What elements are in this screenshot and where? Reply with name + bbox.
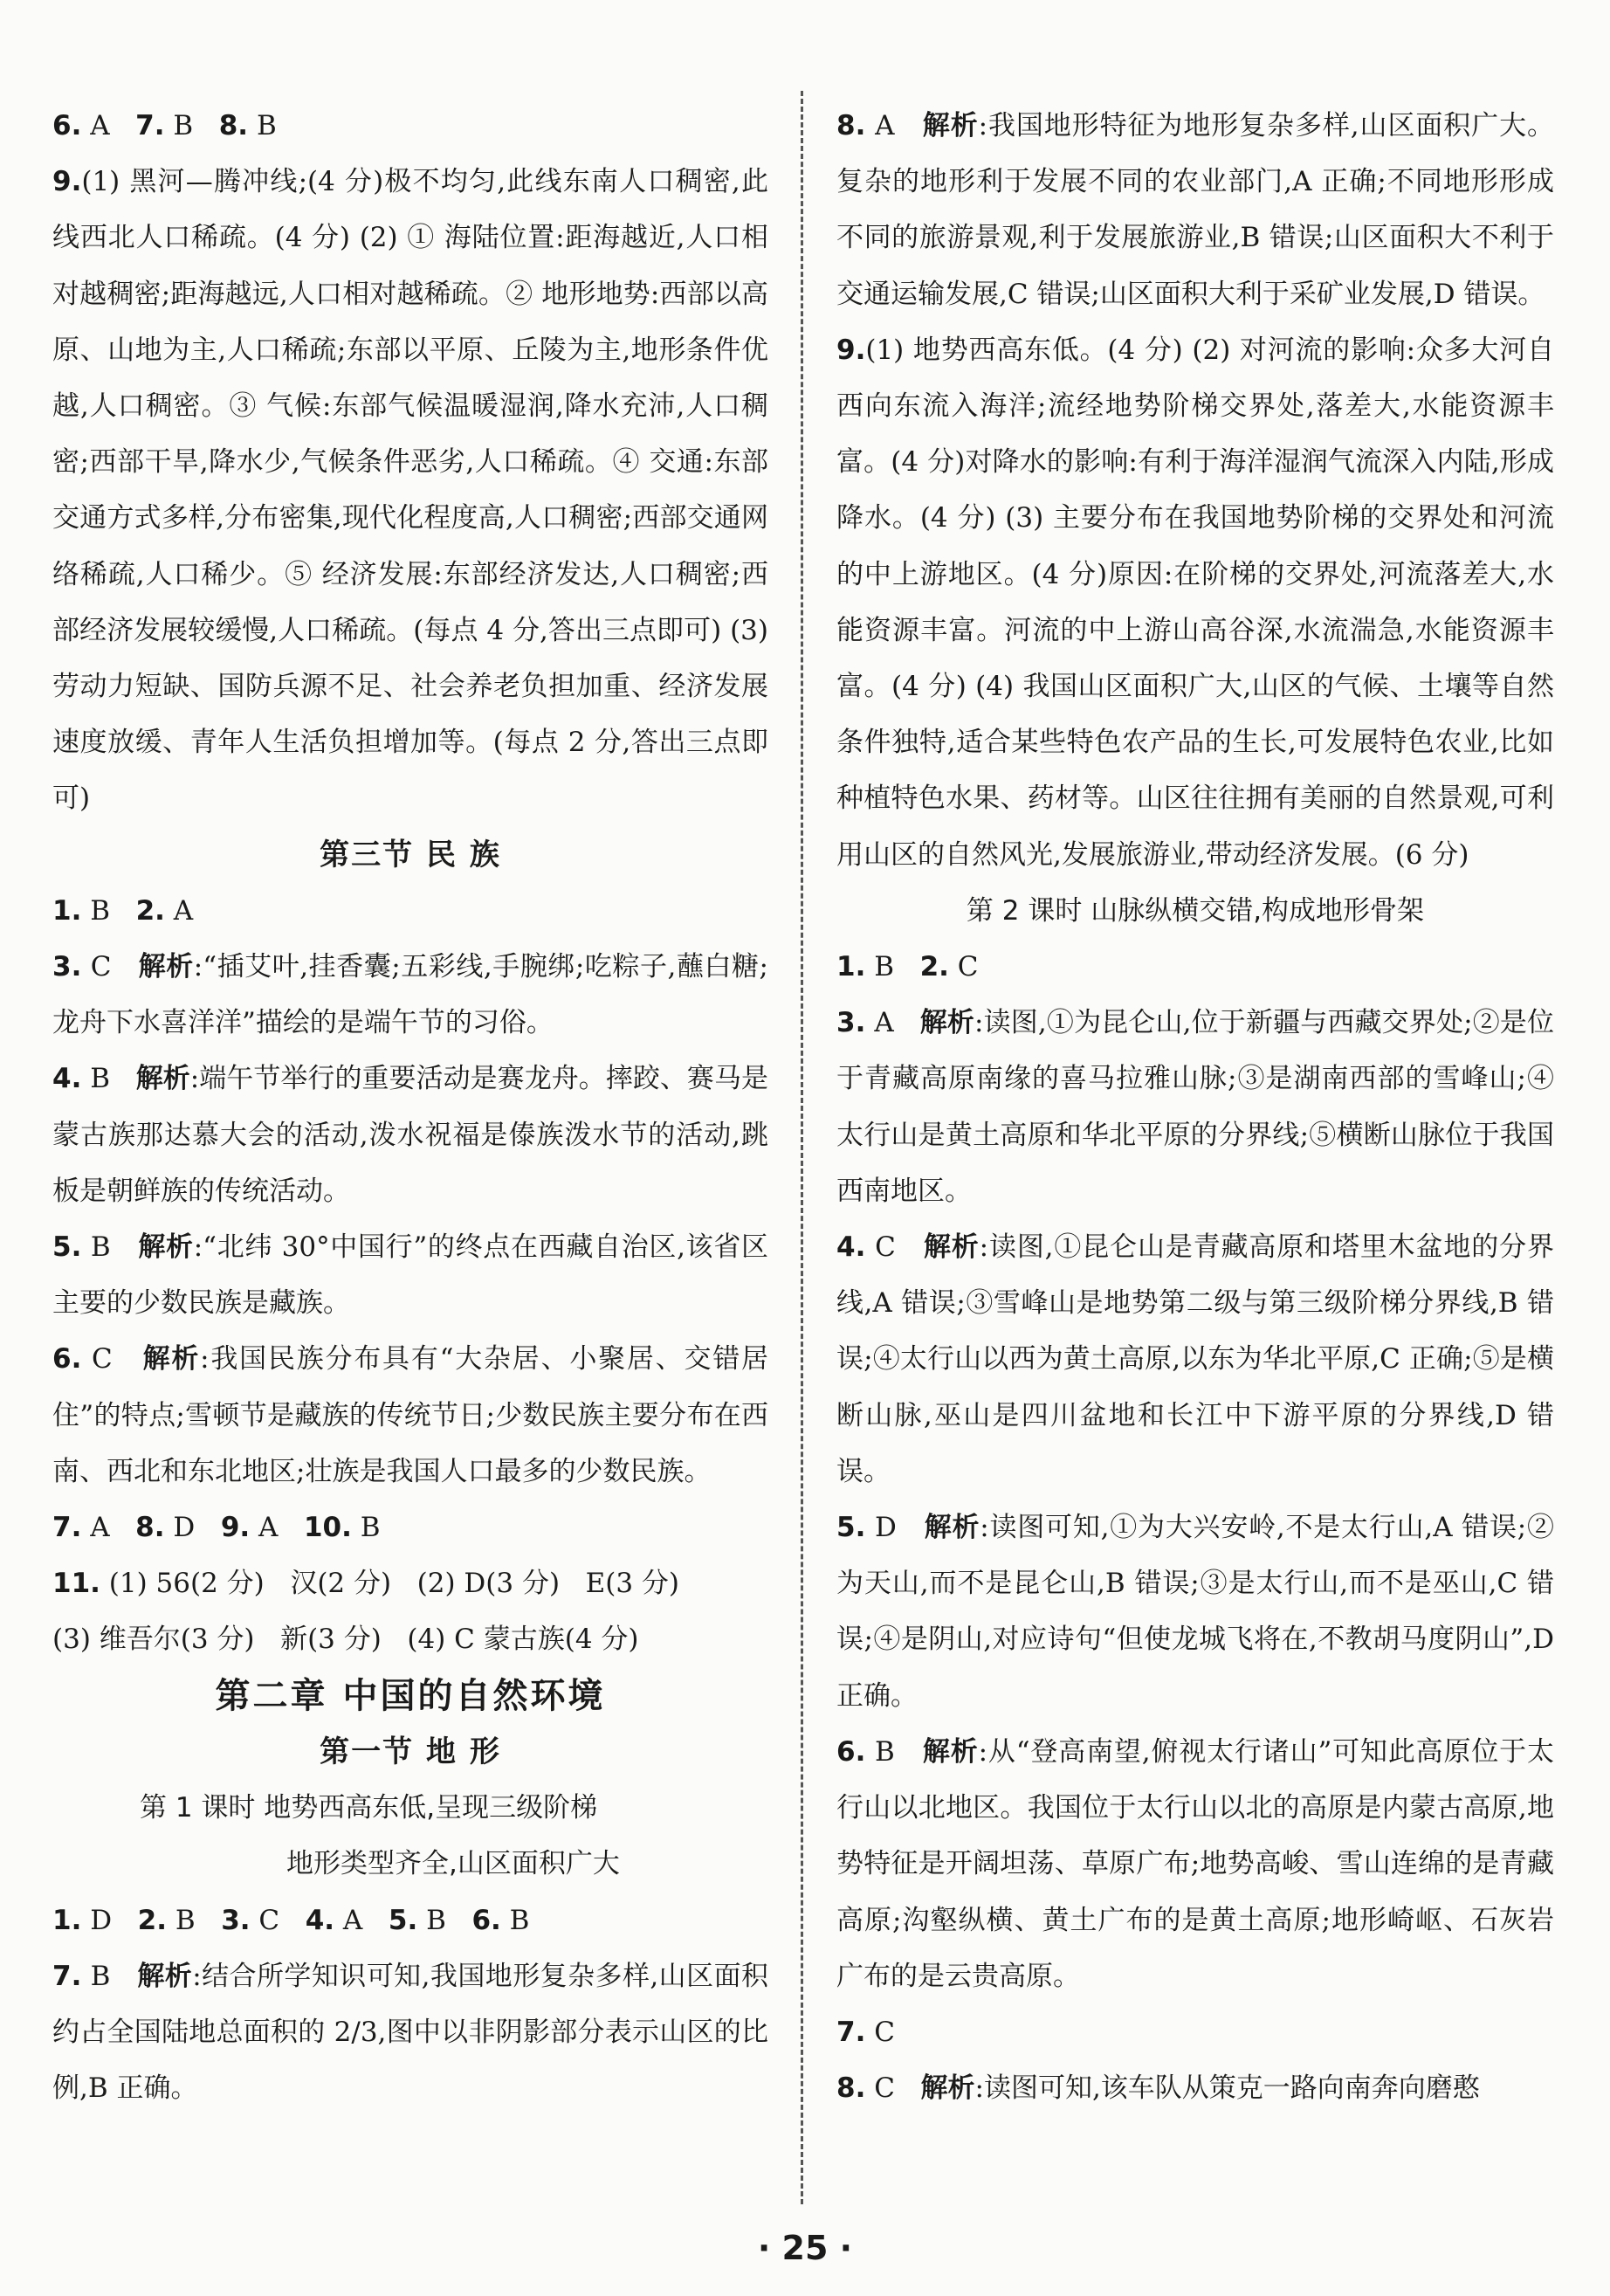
answer-q4: 4. C 解析:读图,①昆仑山是青藏高原和塔里木盆地的分界线,A 错误;③雪峰山是地势第二级与第三级阶梯分界线,B 错误;④太行山以西为黄土高原,以东为华北平原,C 正确;⑤是横断山脉,巫山是四川盆地和长江中下游平原的分界线,D 错误。 (836, 1231, 1554, 1487)
answer-q11: 11. (1) 56(2 分) 汉(2 分) (2) D(3 分) E(3 分) (52, 1568, 679, 1600)
answer-q4: 4. B 解析:端午节举行的重要活动是赛龙舟。摔跤、赛马是蒙古族那达慕大会的活动,泼水祝福是傣族泼水节的活动,跳板是朝鲜族的传统活动。 (52, 1063, 768, 1207)
answer-q9: 9.(1) 地势西高东低。(4 分) (2) 对河流的影响:众多大河自西向东流入海洋;流经地势阶梯交界处,落差大,水能资源丰富。(4 分)对降水的影响:有利于海洋湿润气流深入内陆,形成降水。(4 分) (3) 主要分布在我国地势阶梯的交界处和河流的中上游地区。(4 分)原因:在阶梯的交界处,河流落差大,水能资源丰富。河流的中上游山高谷深,水流湍急,水能资源丰富。(4 分) (4) 我国山区面积广大,山区的气候、土壤等自然条件独特,适合某些特色农产品的生长,可发展特色农业,比如种植特色水果、药材等。山区往往拥有美丽的自然景观,可利用山区的自然风光,发展旅游业,带动经济发展。(6 分) (836, 334, 1554, 871)
answer-line: 7. A 8. D 9. A 10. B (52, 1512, 381, 1544)
answer-q3: 3. A 解析:读图,①为昆仑山,位于新疆与西藏交界处;②是位于青藏高原南缘的喜马拉雅山脉;③是湖南西部的雪峰山;④太行山是黄土高原和华北平原的分界线;⑤横断山脉位于我国西南地区。 (836, 1007, 1554, 1207)
lesson-title: 第 1 课时 地势西高东低,呈现三级阶梯 (140, 1792, 598, 1824)
left-column (52, 98, 768, 2116)
answer-line: 1. B 2. A (52, 894, 194, 927)
answer-q7: 7. B 解析:结合所学知识可知,我国地形复杂多样,山区面积约占全国陆地总面积的 2/3,图中以非阴影部分表示山区的比例,B 正确。 (52, 1960, 769, 2105)
section-title: 第一节 地 形 (320, 1734, 501, 1769)
answer-q6: 6. B 解析:从“登高南望,俯视太行诸山”可知此高原位于太行山以北地区。我国位于太行山以北的高原是内蒙古高原,地势特征是开阔坦荡、草原广布;地势高峻、雪山连绵的是青藏高原;沟壑纵横、黄土广布的是黄土高原;地形崎岖、石灰岩广布的是云贵高原。 (836, 1735, 1555, 1992)
answer-q8: 8. C 解析:读图可知,该车队从策克一路向南奔向磨憨 (836, 2072, 1480, 2105)
answer-q8: 8. A 解析:我国地形特征为地形复杂多样,山区面积广大。复杂的地形利于发展不同的农业部门,A 正确;不同地形形成不同的旅游景观,利于发展旅游业,B 错误;山区面积大不利于交通运输发展,C 错误;山区面积大利于采矿业发展,D 错误。 (836, 110, 1555, 310)
column-divider (801, 91, 803, 2204)
lesson-title: 第 2 课时 山脉纵横交错,构成地形骨架 (966, 894, 1425, 927)
lesson-title-cont: 地形类型齐全,山区面积广大 (286, 1848, 620, 1880)
answer-line: 1. D 2. B 3. C 4. A 5. B 6. B (52, 1904, 530, 1936)
chapter-title: 第二章 中国的自然环境 (215, 1675, 606, 1716)
answer-q6: 6. C 解析:我国民族分布具有“大杂居、小聚居、交错居住”的特点;雪顿节是藏族的传统节日;少数民族主要分布在西南、西北和东北地区;壮族是我国人口最多的少数民族。 (52, 1343, 769, 1487)
right-column (836, 98, 1554, 2116)
answer-q9: 9.(1) 黑河—腾冲线;(4 分)极不均匀,此线东南人口稠密,此线西北人口稀疏。(4 分) (2) ① 海陆位置:距海越近,人口相对越稠密;距海越远,人口相对越稀疏。② 地形地势:西部以高原、山地为主,人口稀疏;东部以平原、丘陵为主,地形条件优越,人口稠密。③ 气候:东部气候温暖湿润,降水充沛,人口稠密;西部干旱,降水少,气候条件恶劣,人口稀疏。④ 交通:东部交通方式多样,分布密集,现代化程度高,人口稠密;西部交通网络稀疏,人口稀少。⑤ 经济发展:东部经济发达,人口稠密;西部经济发展较缓慢,人口稀疏。(每点 4 分,答出三点即可) (3) 劳动力短缺、国防兵源不足、社会养老负担加重、经济发展速度放缓、青年人生活负担增加等。(每点 2 分,答出三点即可) (52, 166, 768, 815)
answer-q11-cont: (3) 维吾尔(3 分) 新(3 分) (4) C 蒙古族(4 分) (52, 1624, 639, 1656)
answer-line: 7. C (836, 2016, 895, 2048)
section-title: 第三节 民 族 (320, 837, 501, 872)
answer-q5: 5. B 解析:“北纬 30°中国行”的终点在西藏自治区,该省区主要的少数民族是藏族。 (52, 1231, 769, 1320)
answer-q5: 5. D 解析:读图可知,①为大兴安岭,不是太行山,A 错误;②为天山,而不是昆仑山,B 错误;③是太行山,而不是巫山,C 错误;④是阴山,对应诗句“但使龙城飞将在,不教胡马度阴山”,D 正确。 (836, 1512, 1554, 1712)
answer-line: 6. A 7. B 8. B (52, 110, 277, 141)
page-number: · 25 · (757, 2229, 853, 2267)
answer-q3: 3. C 解析:“插艾叶,挂香囊;五彩线,手腕绑;吃粽子,蘸白糖;龙舟下水喜洋洋”描绘的是端午节的习俗。 (52, 951, 769, 1039)
answer-line: 1. B 2. C (836, 951, 979, 983)
